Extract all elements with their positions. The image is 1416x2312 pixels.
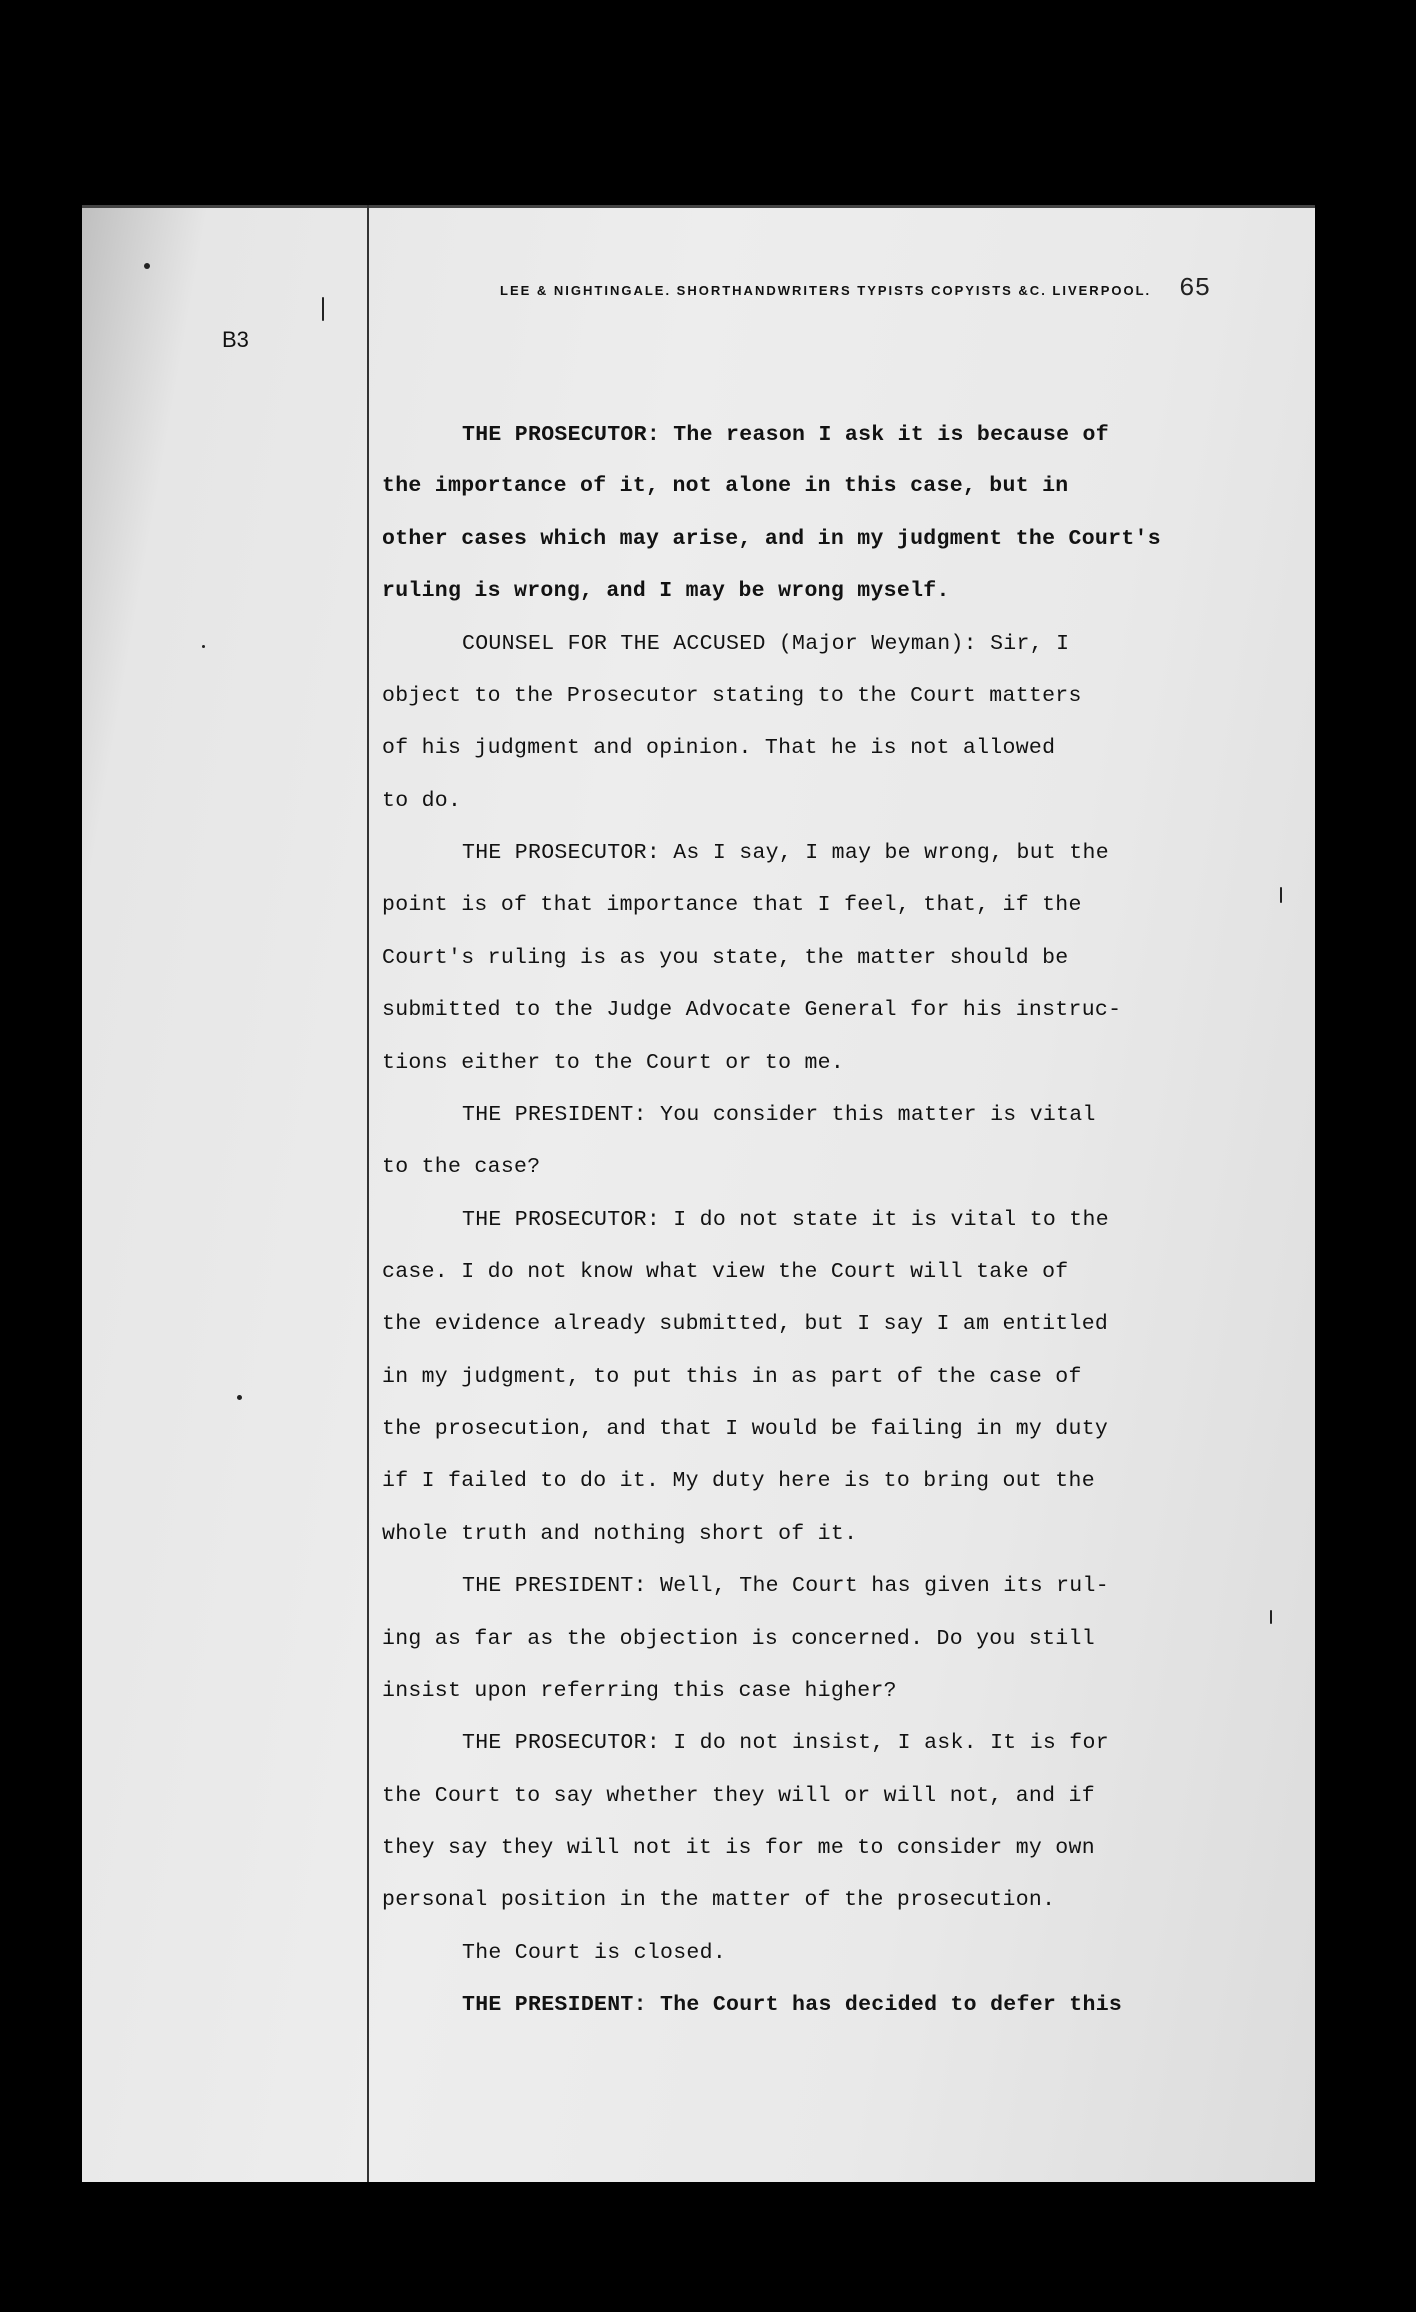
transcript-line: of his judgment and opinion. That he is not allowed <box>382 736 1056 760</box>
transcript-line: THE PROSECUTOR: I do not insist, I ask. It is for <box>462 1731 1109 1755</box>
margin-rule <box>367 205 369 2182</box>
transcript-line: to do. <box>382 789 462 813</box>
speck-mark <box>237 1395 242 1400</box>
transcript-line: the Court to say whether they will or will not, and if <box>382 1784 1095 1808</box>
transcript-line: the evidence already submitted, but I say I am entitled <box>382 1312 1109 1336</box>
transcript-line: to the case? <box>382 1155 541 1179</box>
transcript-line: object to the Prosecutor stating to the Court matters <box>382 684 1082 708</box>
transcript-line: ruling is wrong, and I may be wrong myself. <box>382 579 950 603</box>
transcript-line: case. I do not know what view the Court will take of <box>382 1260 1069 1284</box>
transcript-line: THE PROSECUTOR: I do not state it is vital to the <box>462 1208 1109 1232</box>
transcript-line: tions either to the Court or to me. <box>382 1051 845 1075</box>
transcript-line: other cases which may arise, and in my judgment the Court's <box>382 527 1161 551</box>
transcript-line: COUNSEL FOR THE ACCUSED (Major Weyman): Sir, I <box>462 632 1070 656</box>
speck-mark <box>1270 1610 1272 1624</box>
transcript-line: if I failed to do it. My duty here is to bring out the <box>382 1469 1095 1493</box>
transcript-line: THE PRESIDENT: Well, The Court has given its rul- <box>462 1574 1109 1598</box>
transcript-line: the prosecution, and that I would be failing in my duty <box>382 1417 1109 1441</box>
transcript-line: THE PRESIDENT: The Court has decided to defer this <box>462 1993 1123 2017</box>
transcript-line: point is of that importance that I feel, that, if the <box>382 893 1082 917</box>
speck-mark <box>322 297 324 321</box>
transcript-line: THE PRESIDENT: You consider this matter is vital <box>462 1103 1096 1127</box>
speck-mark <box>144 263 150 269</box>
speck-mark <box>1280 887 1282 903</box>
margin-reference: B3 <box>222 327 249 352</box>
firm-header: LEE & NIGHTINGALE. SHORTHANDWRITERS TYPISTS COPYISTS &C. LIVERPOOL. <box>500 283 1152 298</box>
top-edge-rule <box>82 205 1315 208</box>
transcript-line: the importance of it, not alone in this case, but in <box>382 474 1069 498</box>
transcript-line: THE PROSECUTOR: As I say, I may be wrong, but the <box>462 841 1109 865</box>
transcript-line: ing as far as the objection is concerned. Do you still <box>382 1627 1095 1651</box>
document-page <box>82 205 1315 2182</box>
page-number: 65 <box>1179 273 1211 303</box>
transcript-line: whole truth and nothing short of it. <box>382 1522 858 1546</box>
transcript-line: they say they will not it is for me to consider my own <box>382 1836 1095 1860</box>
transcript-line: The Court is closed. <box>462 1941 727 1965</box>
transcript-line: Court's ruling is as you state, the matter should be <box>382 946 1069 970</box>
transcript-line: THE PROSECUTOR: The reason I ask it is because of <box>462 423 1109 447</box>
speck-mark <box>202 645 205 648</box>
transcript-line: submitted to the Judge Advocate General for his instruc- <box>382 998 1122 1022</box>
transcript-line: in my judgment, to put this in as part of the case of <box>382 1365 1082 1389</box>
transcript-line: personal position in the matter of the prosecution. <box>382 1888 1056 1912</box>
transcript-line: insist upon referring this case higher? <box>382 1679 897 1703</box>
